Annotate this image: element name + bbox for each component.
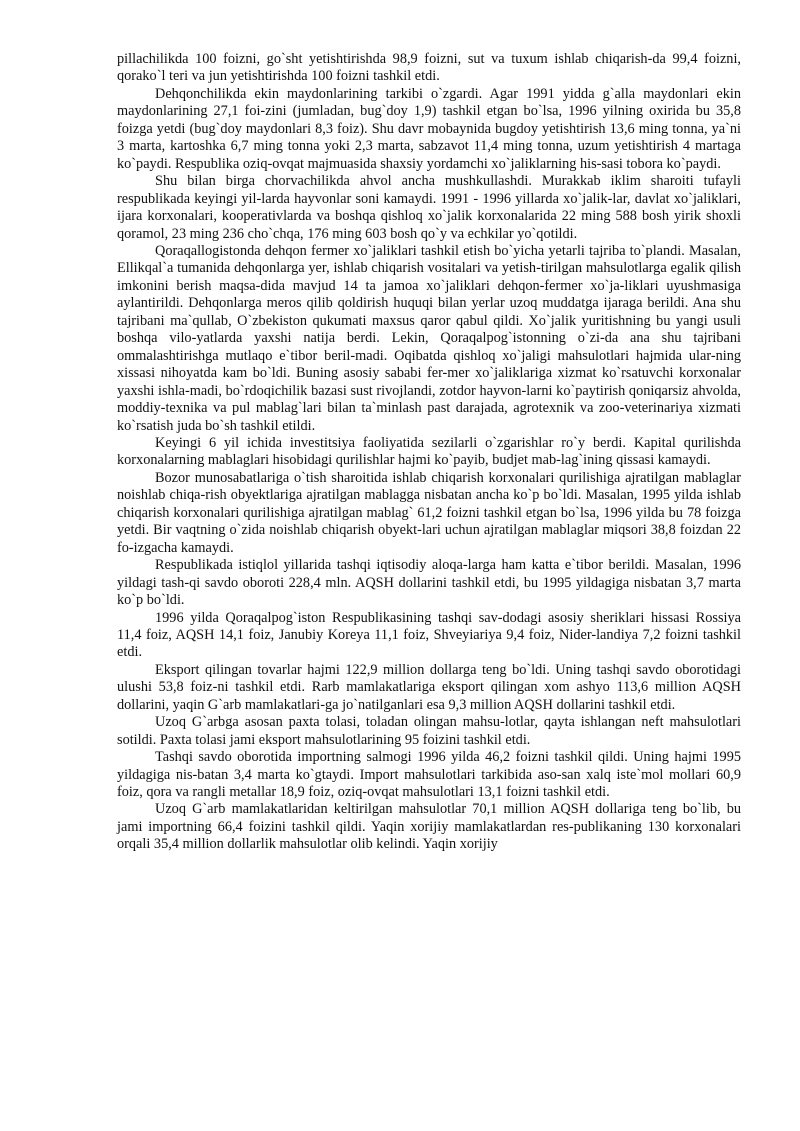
paragraph-export: Eksport qilingan tovarlar hajmi 122,9 million dollarga teng bo`ldi. Uning tashqi savdo oborotidagi ulushi 53,8 foiz-ni tashkil etdi. Rarb mamlakatlariga eksport qilingan xom ashyo 113,6 million AQSH dollarini, yaqin G`arb mamlakatlari-ga jo`natilganlari esa 9,3 million AQSH dollarini tashkil etdi. (117, 661, 741, 713)
paragraph-far-west-import: Uzoq G`arb mamlakatlaridan keltirilgan mahsulotlar 70,1 million AQSH dollariga teng bo`lib, bu jami importning 66,4 foizini tashkil qildi. Yaqin xorijiy mamlakatlardan res-publikaning 130 korxonalari orqali 35,4 million dollarlik mahsulotlar olib kelindi. Yaqin xorijiy (117, 801, 741, 853)
paragraph-trade-partners: 1996 yilda Qoraqalpog`iston Respublikasining tashqi sav-dodagi asosiy sheriklari hissasi Rossiya 11,4 foiz, AQSH 14,1 foiz, Janubiy Koreya 11,1 foiz, Shveyiariya 9,4 foiz, Nider-landiya 7,2 foizni tashkil etdi. (117, 609, 741, 661)
paragraph-investment: Keyingi 6 yil ichida investitsiya faoliyatida sezilarli o`zgarishlar ro`y berdi. Kapital qurilishda korxonalarning mablaglari hisobidagi qurilishlar hajmi ko`payib, budjet mab-lag`ining qissasi kamaydi. (117, 434, 741, 469)
paragraph-continuation: pillachilikda 100 foizni, go`sht yetishtirishda 98,9 foizni, sut va tuxum ishlab chiqarish-da 99,4 foizni, qorako`l teri va jun yetishtirishda 100 foizni tashkil etdi. (117, 51, 741, 85)
paragraph-foreign-trade: Respublikada istiqlol yillarida tashqi iqtisodiy aloqa-larga ham katta e`tibor berildi. Masalan, 1996 yildagi tash-qi savdo oboroti 228,4 mln. AQSH dollarini tashkil etdi, bu 1995 yildagiga nisbatan 3,7 marta ko`p bo`ldi. (117, 557, 741, 609)
paragraph-market-relations: Bozor munosabatlariga o`tish sharoitida ishlab chiqarish korxonalari qurilishiga ajratilgan mablaglar noishlab chiqa-rish obyektlariga ajratilgan mablagga nisbatan ancha ko`p bo`ldi. Masalan, 1995 yilda ishlab chiqarish korxonalari qurilishiga ajratilgan mablag` 61,2 foizni tashkil etgan bo`lsa, 1996 yilda bu 78 foizga yetdi. Bir vaqtning o`zida noishlab chiqarish obyekt-lari uchun ajratilgan mablaglar miqsori 38,8 foizdan 22 fo-izgacha kamaydi. (117, 469, 741, 556)
paragraph-import: Tashqi savdo oborotida importning salmogi 1996 yilda 46,2 foizni tashkil qildi. Uning hajmi 1995 yildagiga nis-batan 3,4 marta ko`gtaydi. Import mahsulotlari tarkibida aso-san xalq iste`mol mollari 60,9 foiz, qora va rangli metallar 18,9 foiz, oziq-ovqat mahsulotlari 13,1 foizni tashkil etdi. (117, 749, 741, 801)
paragraph-cotton-export: Uzoq G`arbga asosan paxta tolasi, toladan olingan mahsu-lotlar, qayta ishlangan neft mahsulotlari sotildi. Paxta tolasi jami eksport mahsulotlarining 95 foizini tashkil etdi. (117, 714, 741, 748)
paragraph-farmer-households: Qoraqallogistonda dehqon fermer xo`jaliklari tashkil etish bo`yicha yetarli tajriba to`plandi. Masalan, Ellikqal`a tumanida dehqonlarga yer, ishlab chiqarish vositalari va yetish-tirilgan mahsulotlarga egalik qilish imkonini berish maqsa-dida mavjud 14 ta jamoa xo`jaliklari dehqon-fermer xo`ja-liklari uyushmasiga aylantirildi. Dehqonlarga meros qilib qoldirish huquqi bilan yerlar uzoq muddatga ijaraga berildi. Ana shu tajribani ma`qullab, O`zbekiston qukumati maxsus qaror qabul qildi. Xo`jalik yuritishning bu yangi usuli boshqa vilo-yatlarda yaxshi natija berdi. Lekin, Qoraqalpog`istonning o`zi-da ana shu tajribani ommalashtirishga mutlaqo e`tibor beril-madi. Oqibatda qishloq xo`jaligi mahsulotlari hajmida ular-ning xissasi nihoyatda kam bo`ldi. Buning asosiy sababi fer-mer xo`jaliklariga xizmat ko`rsatuvchi korxonalar yaxshi ishla-madi, bo`rdoqichilik bazasi sust rivojlandi, zotdor hayvon-larni ko`paytirish qoniqarsiz ahvolda, moddiy-texnika va pul mablag`lari bilan ta`minlash past darajada, agrotexnik va zoo-veterinariya xizmati ko`rsatish juda bo`sh tashkil etildi. (117, 242, 741, 434)
paragraph-livestock: Shu bilan birga chorvachilikda ahvol ancha mushkullashdi. Murakkab iklim sharoiti tufayli respublikada keyingi yil-larda hayvonlar soni kamaydi. 1991 - 1996 yillarda xo`jalik-lar, davlat xo`jaliklari, ijara korxonalari, kooperativlarda va boshqa qishloq xo`jalik korxonalarida 22 ming 588 bosh yirik shoxli qoramol, 23 ming 236 cho`chqa, 176 ming 603 bosh qo`y va echkilar yo`qotildi. (117, 173, 741, 242)
document-page (117, 51, 741, 854)
paragraph-crop-structure: Dehqonchilikda ekin maydonlarining tarkibi o`zgardi. Agar 1991 yidda g`alla maydonlari ekin maydonlarining 27,1 foi-zini (jumladan, bug`doy 1,9) tashkil etgan bo`lsa, 1996 yilning oxirida bu 35,8 foizga yetdi (bug`doy maydonlari 8,3 foiz). Shu davr mobaynida bugdoy yetishtirish 13,6 ming tonna, ya`ni 3 marta, kartoshka 6,7 ming tonna yoki 2,3 marta, sabzavot 11,4 ming tonna, uzum yetishtirish 4 martaga ko`paydi. Respublika oziq-ovqat majmuasida shaxsiy yordamchi xo`jaliklarning his-sasi tobora ko`paydi. (117, 85, 741, 172)
